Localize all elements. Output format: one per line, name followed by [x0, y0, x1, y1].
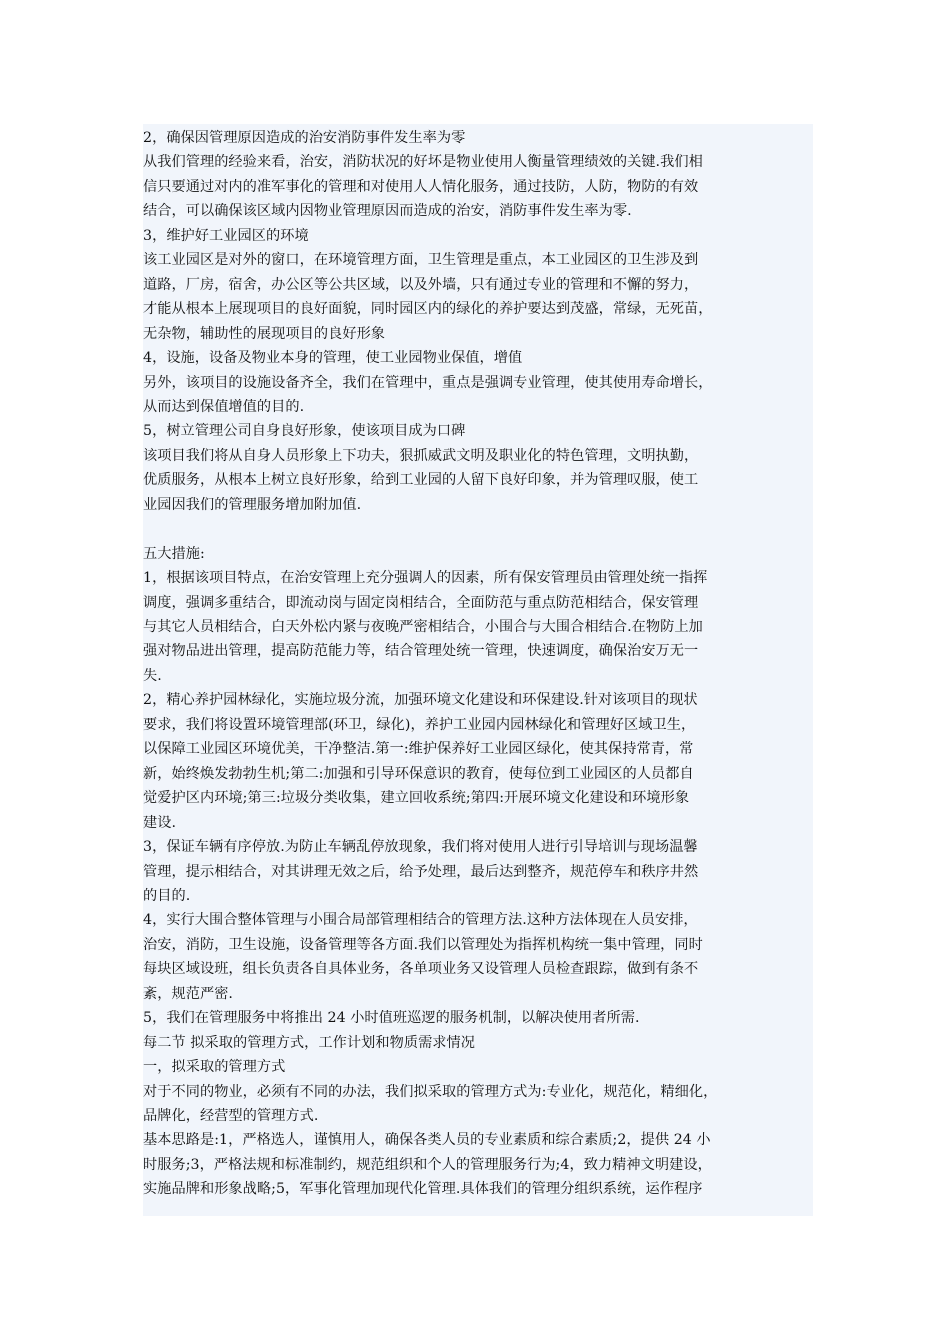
text-line: 建设. [143, 814, 177, 831]
document-body [143, 124, 813, 1216]
text-line: 该项目我们将从自身人员形象上下功夫，狠抓威武文明及职业化的特色管理，文明执勤， [143, 447, 699, 464]
text-line: 一，拟采取的管理方式 [143, 1059, 286, 1076]
text-line: 4，设施，设备及物业本身的管理，使工业园物业保值，增值 [143, 350, 523, 367]
text-line: 该工业园区是对外的窗口，在环境管理方面，卫生管理是重点，本工业园区的卫生涉及到 [143, 252, 699, 269]
text-line: 实施品牌和形象战略;5，军事化管理加现代化管理.具体我们的管理分组织系统，运作程序 [143, 1181, 703, 1198]
text-line: 以保障工业园区环境优美，干净整洁.第一:维护保养好工业园区绿化，使其保持常青，常 [143, 741, 694, 758]
text-line: 品牌化，经营型的管理方式. [143, 1108, 319, 1124]
text-line: 调度，强调多重结合，即流动岗与固定岗相结合，全面防范与重点防范相结合，保安管理 [143, 594, 699, 611]
text-line: 对于不同的物业，必须有不同的办法，我们拟采取的管理方式为:专业化，规范化，精细化， [143, 1083, 718, 1100]
text-line: 2，精心养护园林绿化，实施垃圾分流，加强环境文化建设和环保建设.针对该项目的现状 [143, 692, 698, 709]
text-line: 3，保证车辆有序停放.为防止车辆乱停放现象，我们将对使用人进行引导培训与现场温馨 [143, 839, 698, 856]
text-line: 1，根据该项目特点，在治安管理上充分强调人的因素，所有保安管理员由管理处统一指挥 [143, 570, 708, 587]
text-line: 信只要通过对内的准军事化的管理和对使用人人情化服务，通过技防，人防，物防的有效 [143, 178, 699, 195]
text-line: 3，维护好工业园区的环境 [143, 227, 309, 244]
text-line: 另外，该项目的设施设备齐全，我们在管理中，重点是强调专业管理，使其使用寿命增长， [143, 374, 713, 391]
text-line: 基本思路是:1，严格选人，谨慎用人，确保各类人员的专业素质和综合素质;2，提供 24 小 [143, 1132, 711, 1149]
text-line: 无杂物，辅助性的展现项目的良好形象 [143, 325, 386, 342]
text-line: 要求，我们将设置环境管理部(环卫，绿化)，养护工业园内园林绿化和管理好区域卫生， [143, 716, 696, 733]
text-line: 结合，可以确保该区域内因物业管理原因而造成的治安，消防事件发生率为零. [143, 203, 632, 220]
text-line: 时服务;3，严格法规和标准制约，规范组织和个人的管理服务行为;4，致力精神文明建设， [143, 1156, 712, 1173]
text-line: 4，实行大围合整体管理与小围合局部管理相结合的管理方法.这种方法体现在人员安排， [143, 912, 698, 929]
text-line: 每二节 拟采取的管理方式，工作计划和物质需求情况 [143, 1034, 476, 1051]
text-line: 才能从根本上展现项目的良好面貌，同时园区内的绿化的养护要达到茂盛，常绿，无死苗， [143, 301, 713, 318]
text-line: 5，我们在管理服务中将推出 24 小时值班巡逻的服务机制，以解决使用者所需. [143, 1010, 640, 1027]
text-line: 失. [143, 667, 162, 684]
text-line: 管理，提示相结合，对其讲理无效之后，给予处理，最后达到整齐，规范停车和秩序井然 [143, 863, 699, 880]
text-line: 治安，消防，卫生设施，设备管理等各方面.我们以管理处为指挥机构统一集中管理，同时 [143, 936, 703, 953]
text-line: 业园因我们的管理服务增加附加值. [143, 496, 362, 513]
text-line: 优质服务，从根本上树立良好形象，给到工业园的人留下良好印象，并为管理叹服，使工 [143, 472, 699, 489]
text-line: 每块区域设班，组长负责各自具体业务，各单项业务又设管理人员检查跟踪，做到有条不 [143, 961, 699, 978]
text-line: 与其它人员相结合，白天外松内紧与夜晚严密相结合，小围合与大围合相结合.在物防上加 [143, 619, 703, 635]
text-line: 新，始终焕发勃勃生机;第二:加强和引导环保意识的教育，使每位到工业园区的人员都自 [143, 765, 694, 782]
text-line: 2，确保因管理原因造成的治安消防事件发生率为零 [143, 130, 466, 146]
text-line: 从而达到保值增值的目的. [143, 398, 305, 415]
text-line: 强对物品进出管理，提高防范能力等，结合管理处统一管理，快速调度，确保治安万无一 [143, 643, 699, 660]
text-line: 觉爱护区内环境;第三:垃圾分类收集，建立回收系统;第四:开展环境文化建设和环境形象 [143, 790, 690, 807]
text-line: 的目的. [143, 887, 191, 904]
text-line: 紊，规范严密. [143, 985, 233, 1002]
text-line: 五大措施: [143, 545, 205, 562]
text-line: 道路，厂房，宿舍，办公区等公共区域，以及外墙，只有通过专业的管理和不懈的努力， [143, 276, 699, 293]
text-line: 5，树立管理公司自身良好形象，使该项目成为口碑 [143, 423, 466, 440]
text-line: 从我们管理的经验来看，治安，消防状况的好坏是物业使用人衡量管理绩效的关键.我们相 [143, 154, 703, 171]
